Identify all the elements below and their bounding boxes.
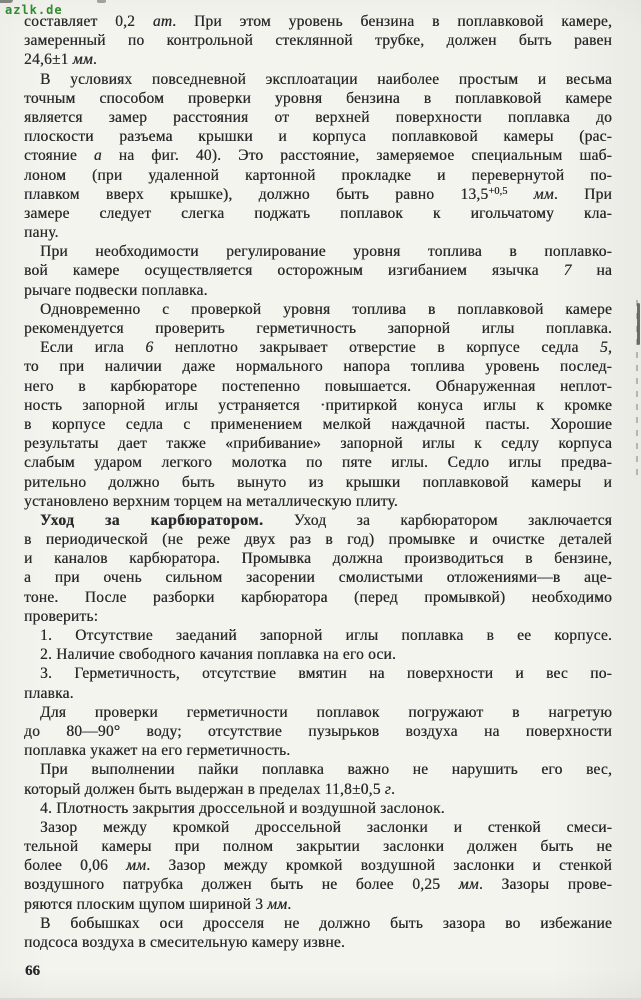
- text-line: который должен быть выдержан в пределах 11,8±0,5 г.: [24, 780, 396, 798]
- text-line: При необходимости регулирование уровня топлива в поплавко-: [40, 243, 612, 261]
- text-line: плавком вверх крышке), должно быть равно $13,5^{+0,5}$ мм. При: [24, 185, 612, 203]
- text-line: замере следует слегка поджать поплавок к игольчатому кла-: [24, 204, 612, 222]
- text-line: Одновременно с проверкой уровня топлива в поплавковой камере: [40, 300, 612, 318]
- text-line: пану.: [24, 224, 59, 242]
- text-line: Зазор между кромкой дроссельной заслонки и стенкой смеси-: [40, 818, 612, 836]
- text-line: более 0,06 мм. Зазор между кромкой воздушной заслонки и стенкой: [24, 857, 612, 875]
- text-line: воздушного патрубка должен быть не более 0,25 мм. Зазоры прове-: [24, 876, 612, 894]
- text-line: лоном (при удаленной картонной прокладке и перевернутой по-: [24, 166, 612, 184]
- text-line: а при очень сильном засорении смолистыми отложениями—в аце-: [24, 569, 612, 587]
- scan-artifact-right-edge-dark: [637, 303, 640, 345]
- text-line: Для проверки герметичности поплавок погружают в нагретую: [40, 703, 612, 721]
- text-line: 4. Плотность закрытия дроссельной и воздушной заслонок.: [40, 799, 445, 817]
- text-line: в периодической (не реже двух раз в год) промывке и очистке деталей: [24, 531, 612, 549]
- text-line: слабым ударом легкого молотка по пяте иглы. Седло иглы предва-: [24, 454, 612, 472]
- text-line: Если игла 6 неплотно закрывает отверстие в корпусе седла 5,: [40, 339, 612, 357]
- text-line: стояние а на фиг. 40). Это расстояние, замеряемое специальным шаб-: [24, 147, 612, 165]
- text-line: При выполнении пайки поплавка важно не нарушить его вес,: [40, 761, 612, 779]
- text-line: составляет 0,2 ат. При этом уровень бензина в поплавковой камере,: [24, 13, 612, 30]
- text-line: вой камере осуществляется осторожным изгибанием язычка 7 на: [24, 262, 612, 280]
- scan-speck-top-edge: [97, 0, 106, 3]
- text-line: тельной камеры при полном закрытии заслонки должен быть не: [24, 838, 612, 856]
- text-line: 24,6±1 мм.: [24, 51, 97, 69]
- text-line: результаты дает также «прибивание» запорной иглы к седлу корпуса: [24, 435, 612, 453]
- text-line: ность запорной иглы устраняется ·притиркой конуса иглы к кромке: [24, 396, 612, 414]
- text-line: 1. Отсутствие заеданий запорной иглы поплавка в ее корпусе.: [40, 627, 612, 644]
- text-line: проверить:: [24, 607, 99, 625]
- page-number: 66: [25, 963, 40, 979]
- text-line: В бобышках оси дросселя не должно быть зазора во избежание: [40, 914, 612, 932]
- text-line: поплавка укажет на его герметичность.: [24, 742, 291, 760]
- text-line: в корпусе седла с применением мелкой наждачной пасты. Хорошие: [24, 415, 612, 433]
- text-line: него в карбюраторе постепенно повышается. Обнаруженная неплот-: [24, 377, 612, 395]
- text-line: рительно должно быть вынуто из крышки поплавковой камеры и: [24, 473, 612, 491]
- text-line: до 80—90° воду; отсутствие пузырьков воздуха на поверхности: [24, 722, 612, 740]
- page-text: [24, 12, 612, 952]
- text-line: точным способом проверки уровня бензина в поплавковой камере: [24, 89, 612, 107]
- text-line: В условиях повседневной эксплоатации наиболее простым и весьма: [40, 70, 612, 88]
- text-line: замеренный по контрольной стеклянной трубке, должен быть равен: [24, 32, 612, 50]
- text-line: ряются плоским щупом шириной 3 мм.: [24, 895, 292, 913]
- text-line: то при наличии даже нормального напора топлива уровень послед-: [24, 358, 612, 376]
- text-line: рычаге подвески поплавка.: [24, 281, 208, 299]
- watermark: azlk.de: [5, 3, 63, 17]
- text-line: подсоса воздуха в смесительную камеру извне.: [24, 934, 345, 951]
- text-line: 3. Герметичность, отсутствие вмятин на поверхности и вес по-: [40, 665, 612, 683]
- text-line: плавка.: [24, 684, 74, 702]
- text-line: является замер расстояния от верхней поверхности поплавка до: [24, 108, 612, 126]
- text-line: рекомендуется проверить герметичность запорной иглы поплавка.: [24, 320, 612, 337]
- text-line: и каналов карбюратора. Промывка должна производиться в бензине,: [24, 550, 612, 568]
- text-line: 2. Наличие свободного качания поплавка на его оси.: [40, 646, 397, 664]
- text-line: плоскости разъема крышки и корпуса поплавковой камеры (рас-: [24, 128, 612, 146]
- text-line: тоне. После разборки карбюратора (перед промывкой) необходимо: [24, 588, 612, 606]
- text-line: установлено верхним торцем на металлическую плиту.: [24, 492, 398, 510]
- text-line: Уход за карбюратором. Уход за карбюратором заключается: [40, 511, 612, 529]
